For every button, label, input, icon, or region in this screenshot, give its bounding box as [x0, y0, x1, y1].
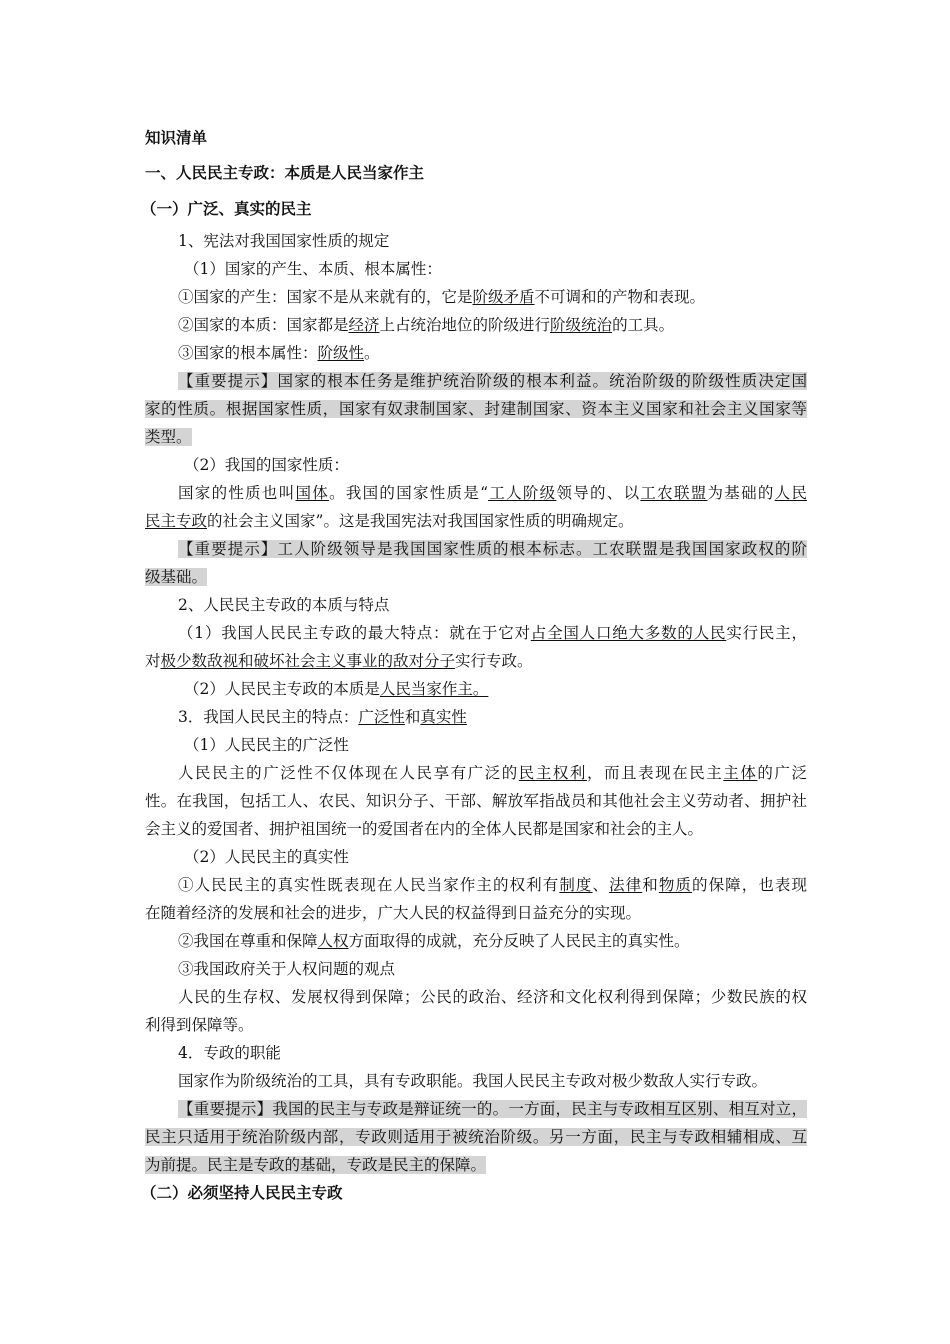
point-2-title: 2、人民民主专政的本质与特点 — [178, 596, 390, 614]
point-4-title: 4．专政的职能 — [178, 1044, 281, 1062]
doc-title: 知识清单 — [145, 129, 208, 147]
underlined-term: 国体 — [295, 484, 330, 502]
underlined-term: 阶级性 — [317, 344, 365, 362]
authenticity-title: （2）人民民主的真实性 — [184, 848, 349, 866]
tip-1-line-1: 【重要提示】国家的根本任务是维护统治阶级的根本利益。统治阶级的阶级性质决定国 — [178, 372, 807, 390]
authenticity-line-2: 在随着经济的发展和社会的进步，广大人民的权益得到日益充分的实现。 — [145, 904, 642, 922]
dictatorship-function-line: 国家作为阶级统治的工具，具有专政职能。我国人民民主专政对极少数敌人实行专政。 — [178, 1072, 768, 1090]
state-nature-line-1: 国家的性质也叫国体。我国的国家性质是“工人阶级领导的、以工农联盟为基础的人民 — [178, 484, 807, 502]
tip-1-line-3: 类型。 — [145, 428, 192, 446]
tip-3-line-3: 为前提。民主是专政的基础，专政是民主的保障。 — [145, 1156, 487, 1174]
breadth-title: （1）人民民主的广泛性 — [184, 736, 349, 754]
underlined-term: 广泛性 — [358, 708, 405, 726]
underlined-term: 民主权利 — [518, 764, 587, 782]
state-origin-line: ①国家的产生：国家不是从来就有的，它是阶级矛盾不可调和的产物和表现。 — [178, 288, 706, 306]
breadth-line-3: 会主义的爱国者、拥护祖国统一的爱国者在内的全体人民都是国家和社会的主人。 — [145, 820, 704, 838]
section-1-heading: 一、人民民主专政：本质是人民当家作主 — [145, 164, 425, 182]
underlined-term: 极少数敌视和破坏社会主义事业的敌对分子 — [160, 652, 456, 670]
dictatorship-feature-line-2: 对极少数敌视和破坏社会主义事业的敌对分子实行专政。 — [145, 652, 533, 670]
subsection-2-heading: （二）必须坚持人民民主专政 — [141, 1184, 343, 1202]
q2-title: （2）我国的国家性质： — [184, 456, 349, 474]
point-3-title: 3．我国人民民主的特点：广泛性和真实性 — [178, 708, 467, 726]
state-essence-line: ②国家的本质：国家都是经济上占统治地位的阶级进行阶级统治的工具。 — [178, 316, 675, 334]
underlined-term: 物质 — [658, 876, 693, 894]
underlined-term: 人民当家作主。 — [379, 680, 489, 698]
tip-1-line-2: 家的性质。根据国家性质，国家有奴隶制国家、封建制国家、资本主义国家和社会主义国家等 — [145, 400, 807, 418]
state-nature-line-2: 民主专政的社会主义国家”。这是我国宪法对我国国家性质的明确规定。 — [145, 512, 634, 530]
state-attribute-line: ③国家的根本属性：阶级性。 — [178, 344, 380, 362]
tip-3-line-2: 民主只适用于统治阶级内部，专政则适用于被统治阶级。另一方面，民主与专政相辅相成、互 — [145, 1128, 807, 1146]
underlined-term: 经济 — [348, 316, 380, 334]
underlined-term: 民主专政 — [145, 512, 208, 530]
subsection-1-heading: （一）广泛、真实的民主 — [141, 200, 312, 218]
underlined-term: 法律 — [609, 876, 643, 894]
underlined-term: 工人阶级 — [488, 484, 557, 502]
tip-2-line-1: 【重要提示】工人阶级领导是我国国家性质的根本标志。工农联盟是我国国家政权的阶 — [178, 540, 807, 558]
authenticity-line-4: ③我国政府关于人权问题的观点 — [178, 960, 396, 978]
underlined-term: 阶级统治 — [550, 316, 613, 334]
underlined-term: 真实性 — [420, 708, 467, 726]
q1-title: （1）国家的产生、本质、根本属性： — [184, 260, 442, 278]
underlined-term: 工农联盟 — [640, 484, 708, 502]
breadth-line-1: 人民民主的广泛性不仅体现在人民享有广泛的民主权利，而且表现在民主主体的广泛 — [178, 764, 807, 782]
authenticity-line-1: ①人民民主的真实性既表现在人民当家作主的权利有制度、法律和物质的保障，也表现 — [178, 876, 807, 894]
dictatorship-feature-line-1: （1）我国人民民主专政的最大特点：就在于它对占全国人口绝大多数的人民实行民主， — [178, 624, 807, 642]
underlined-term: 制度 — [559, 876, 593, 894]
underlined-term: 主体 — [723, 764, 758, 782]
authenticity-line-5: 人民的生存权、发展权得到保障；公民的政治、经济和文化权利得到保障；少数民族的权 — [178, 988, 807, 1006]
dictatorship-essence-line: （2）人民民主专政的本质是人民当家作主。 — [184, 680, 489, 698]
tip-3-line-1: 【重要提示】我国的民主与专政是辩证统一的。一方面，民主与专政相互区别、相互对立， — [178, 1100, 807, 1118]
authenticity-line-6: 利得到保障等。 — [145, 1016, 254, 1034]
point-1-title: 1、宪法对我国国家性质的规定 — [178, 232, 390, 250]
tip-2-line-2: 级基础。 — [145, 568, 208, 586]
underlined-term: 阶级矛盾 — [472, 288, 535, 306]
underlined-term: 占全国人口绝大多数的人民 — [530, 624, 727, 642]
underlined-term: 人民 — [774, 484, 807, 502]
underlined-term: 人权 — [317, 932, 349, 950]
breadth-line-2: 性。在我国，包括工人、农民、知识分子、干部、解放军指战员和其他社会主义劳动者、拥护社 — [145, 792, 807, 810]
authenticity-line-3: ②我国在尊重和保障人权方面取得的成就，充分反映了人民民主的真实性。 — [178, 932, 690, 950]
